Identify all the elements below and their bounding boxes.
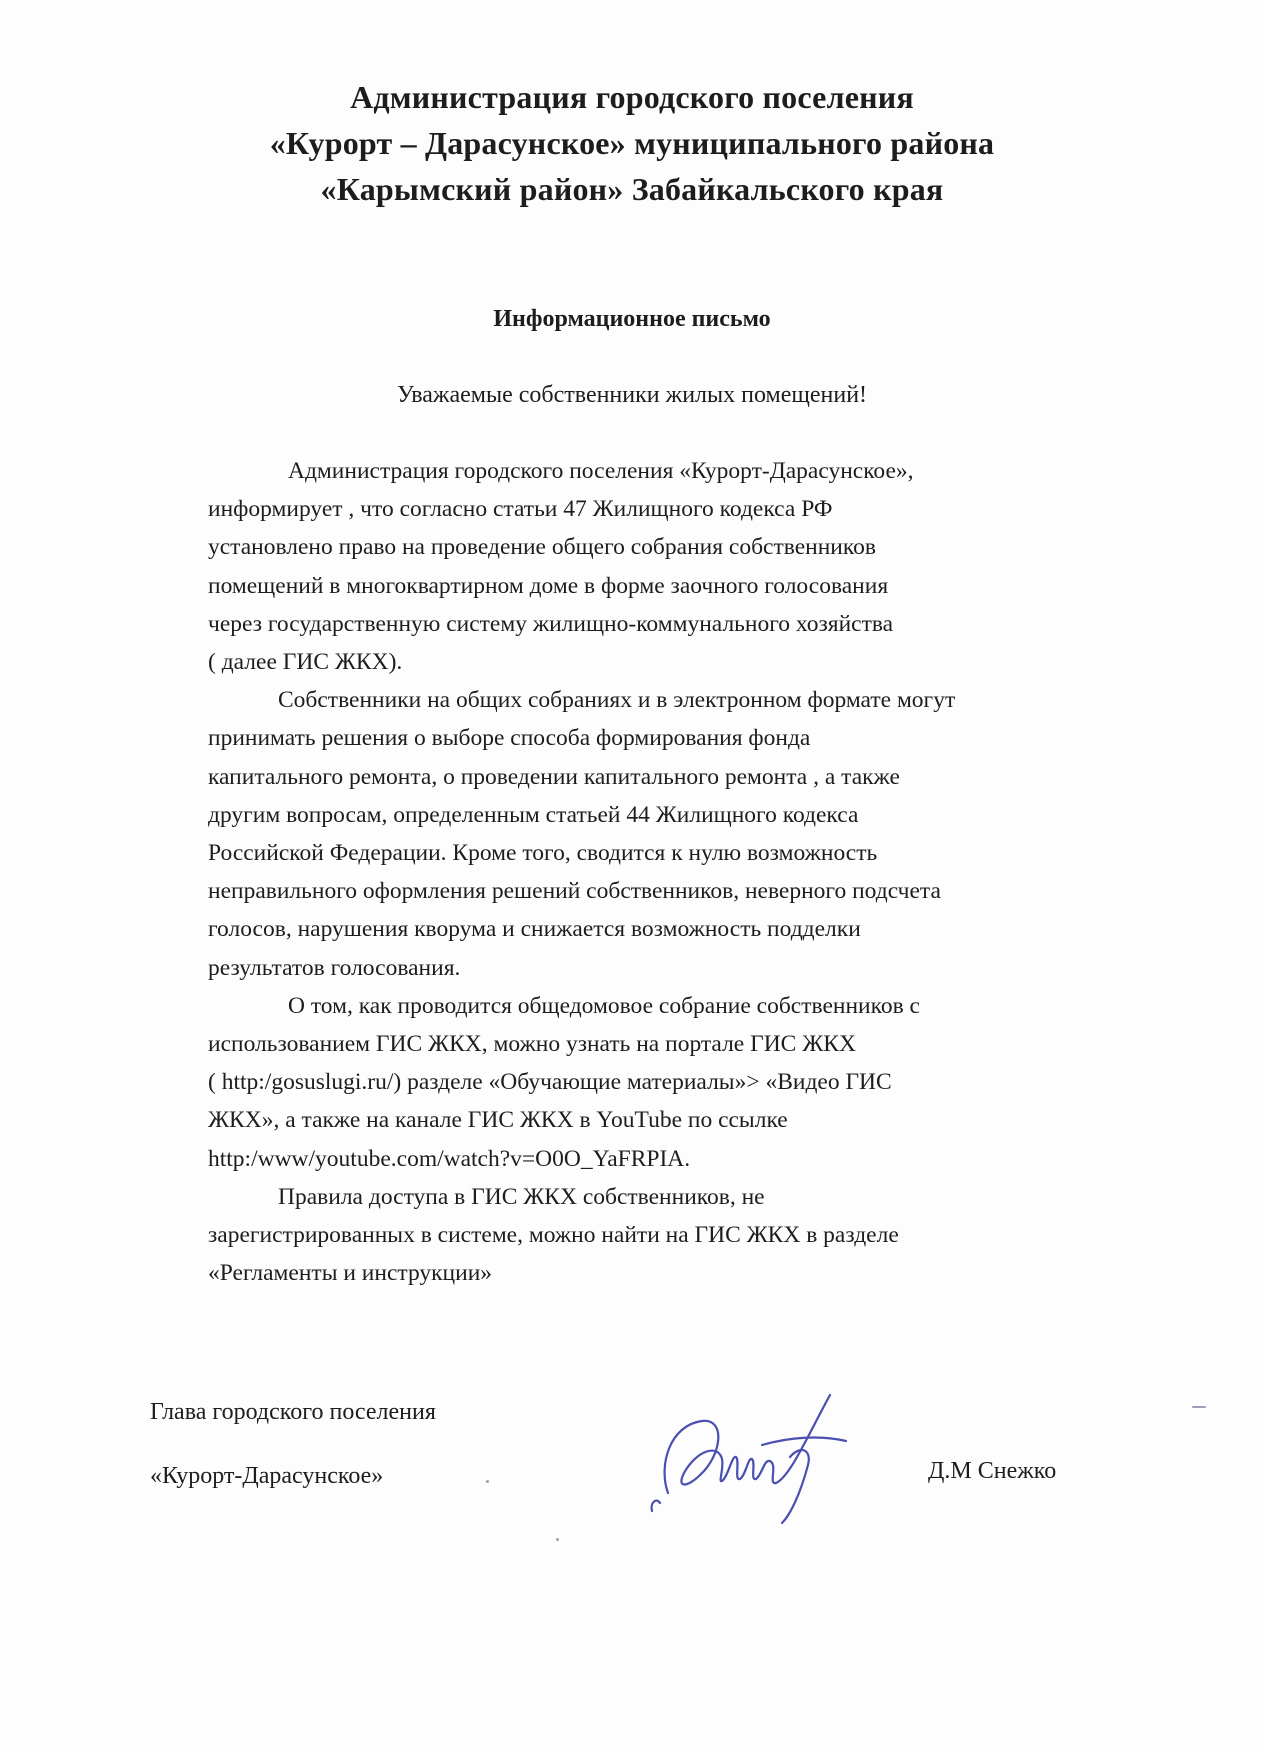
body-line: Администрация городского поселения «Курорт-Дарасунское», (288, 458, 914, 484)
body-line: Правила доступа в ГИС ЖКХ собственников, не (278, 1183, 765, 1210)
letter-header (0, 74, 1264, 212)
body-line: принимать решения о выборе способа формирования фонда (208, 725, 811, 752)
body-line: информирует , что согласно статьи 47 Жилищного кодекса РФ (208, 496, 833, 523)
body-line: О том, как проводится общедомовое собрание собственников с (288, 992, 920, 1019)
signer-name: Д.М Снежко (928, 1458, 1057, 1484)
body-line: установлено право на проведение общего собрания собственников (208, 534, 876, 561)
signer-position-line2: «Курорт-Дарасунское» (150, 1463, 384, 1489)
scan-speck (556, 1538, 559, 1541)
body-line: голосов, нарушения кворума и снижается возможность подделки (208, 916, 861, 943)
body-line: http:/www/youtube.com/watch?v=O0O_YaFRPIA. (208, 1145, 691, 1172)
document-title: Информационное письмо (493, 306, 771, 332)
body-line: ( http:/gosuslugi.ru/) разделе «Обучающие материалы»> «Видео ГИС (208, 1069, 892, 1096)
scan-speck (486, 1480, 489, 1483)
body-line: «Регламенты и инструкции» (208, 1260, 493, 1287)
body-line: Российской Федерации. Кроме того, сводится к нулю возможность (208, 840, 878, 867)
body-line: ЖКХ», а также на канале ГИС ЖКХ в YouTube по ссылке (208, 1107, 788, 1134)
letter-body (208, 452, 1138, 1292)
header-line: «Карымский район» Забайкальского края (320, 171, 944, 207)
body-line: Собственники на общих собраниях и в электронном формате могут (278, 687, 956, 714)
body-line: через государственную систему жилищно-коммунального хозяйства (208, 610, 894, 637)
body-line: использованием ГИС ЖКХ, можно узнать на портале ГИС ЖКХ (208, 1031, 856, 1058)
body-line: результатов голосования. (208, 954, 461, 981)
body-line: ( далее ГИС ЖКХ). (208, 649, 403, 676)
salutation: Уважаемые собственники жилых помещений! (396, 382, 868, 408)
handwritten-signature-icon (640, 1385, 870, 1525)
signer-position-line1: Глава городского поселения (150, 1399, 436, 1425)
body-line: другим вопросам, определенным статьей 44 Жилищного кодекса (208, 801, 859, 828)
scan-speck (1192, 1406, 1206, 1408)
signature-block (150, 1395, 436, 1493)
body-line: неправильного оформления решений собственников, неверного подсчета (208, 878, 941, 905)
header-line: Администрация городского поселения (350, 79, 914, 115)
body-line: капитального ремонта, о проведении капитального ремонта , а также (208, 763, 900, 790)
body-line: зарегистрированных в системе, можно найти на ГИС ЖКХ в разделе (208, 1222, 899, 1249)
body-line: помещений в многоквартирном доме в форме заочного голосования (208, 572, 889, 599)
header-line: «Курорт – Дарасунское» муниципального района (269, 125, 995, 161)
